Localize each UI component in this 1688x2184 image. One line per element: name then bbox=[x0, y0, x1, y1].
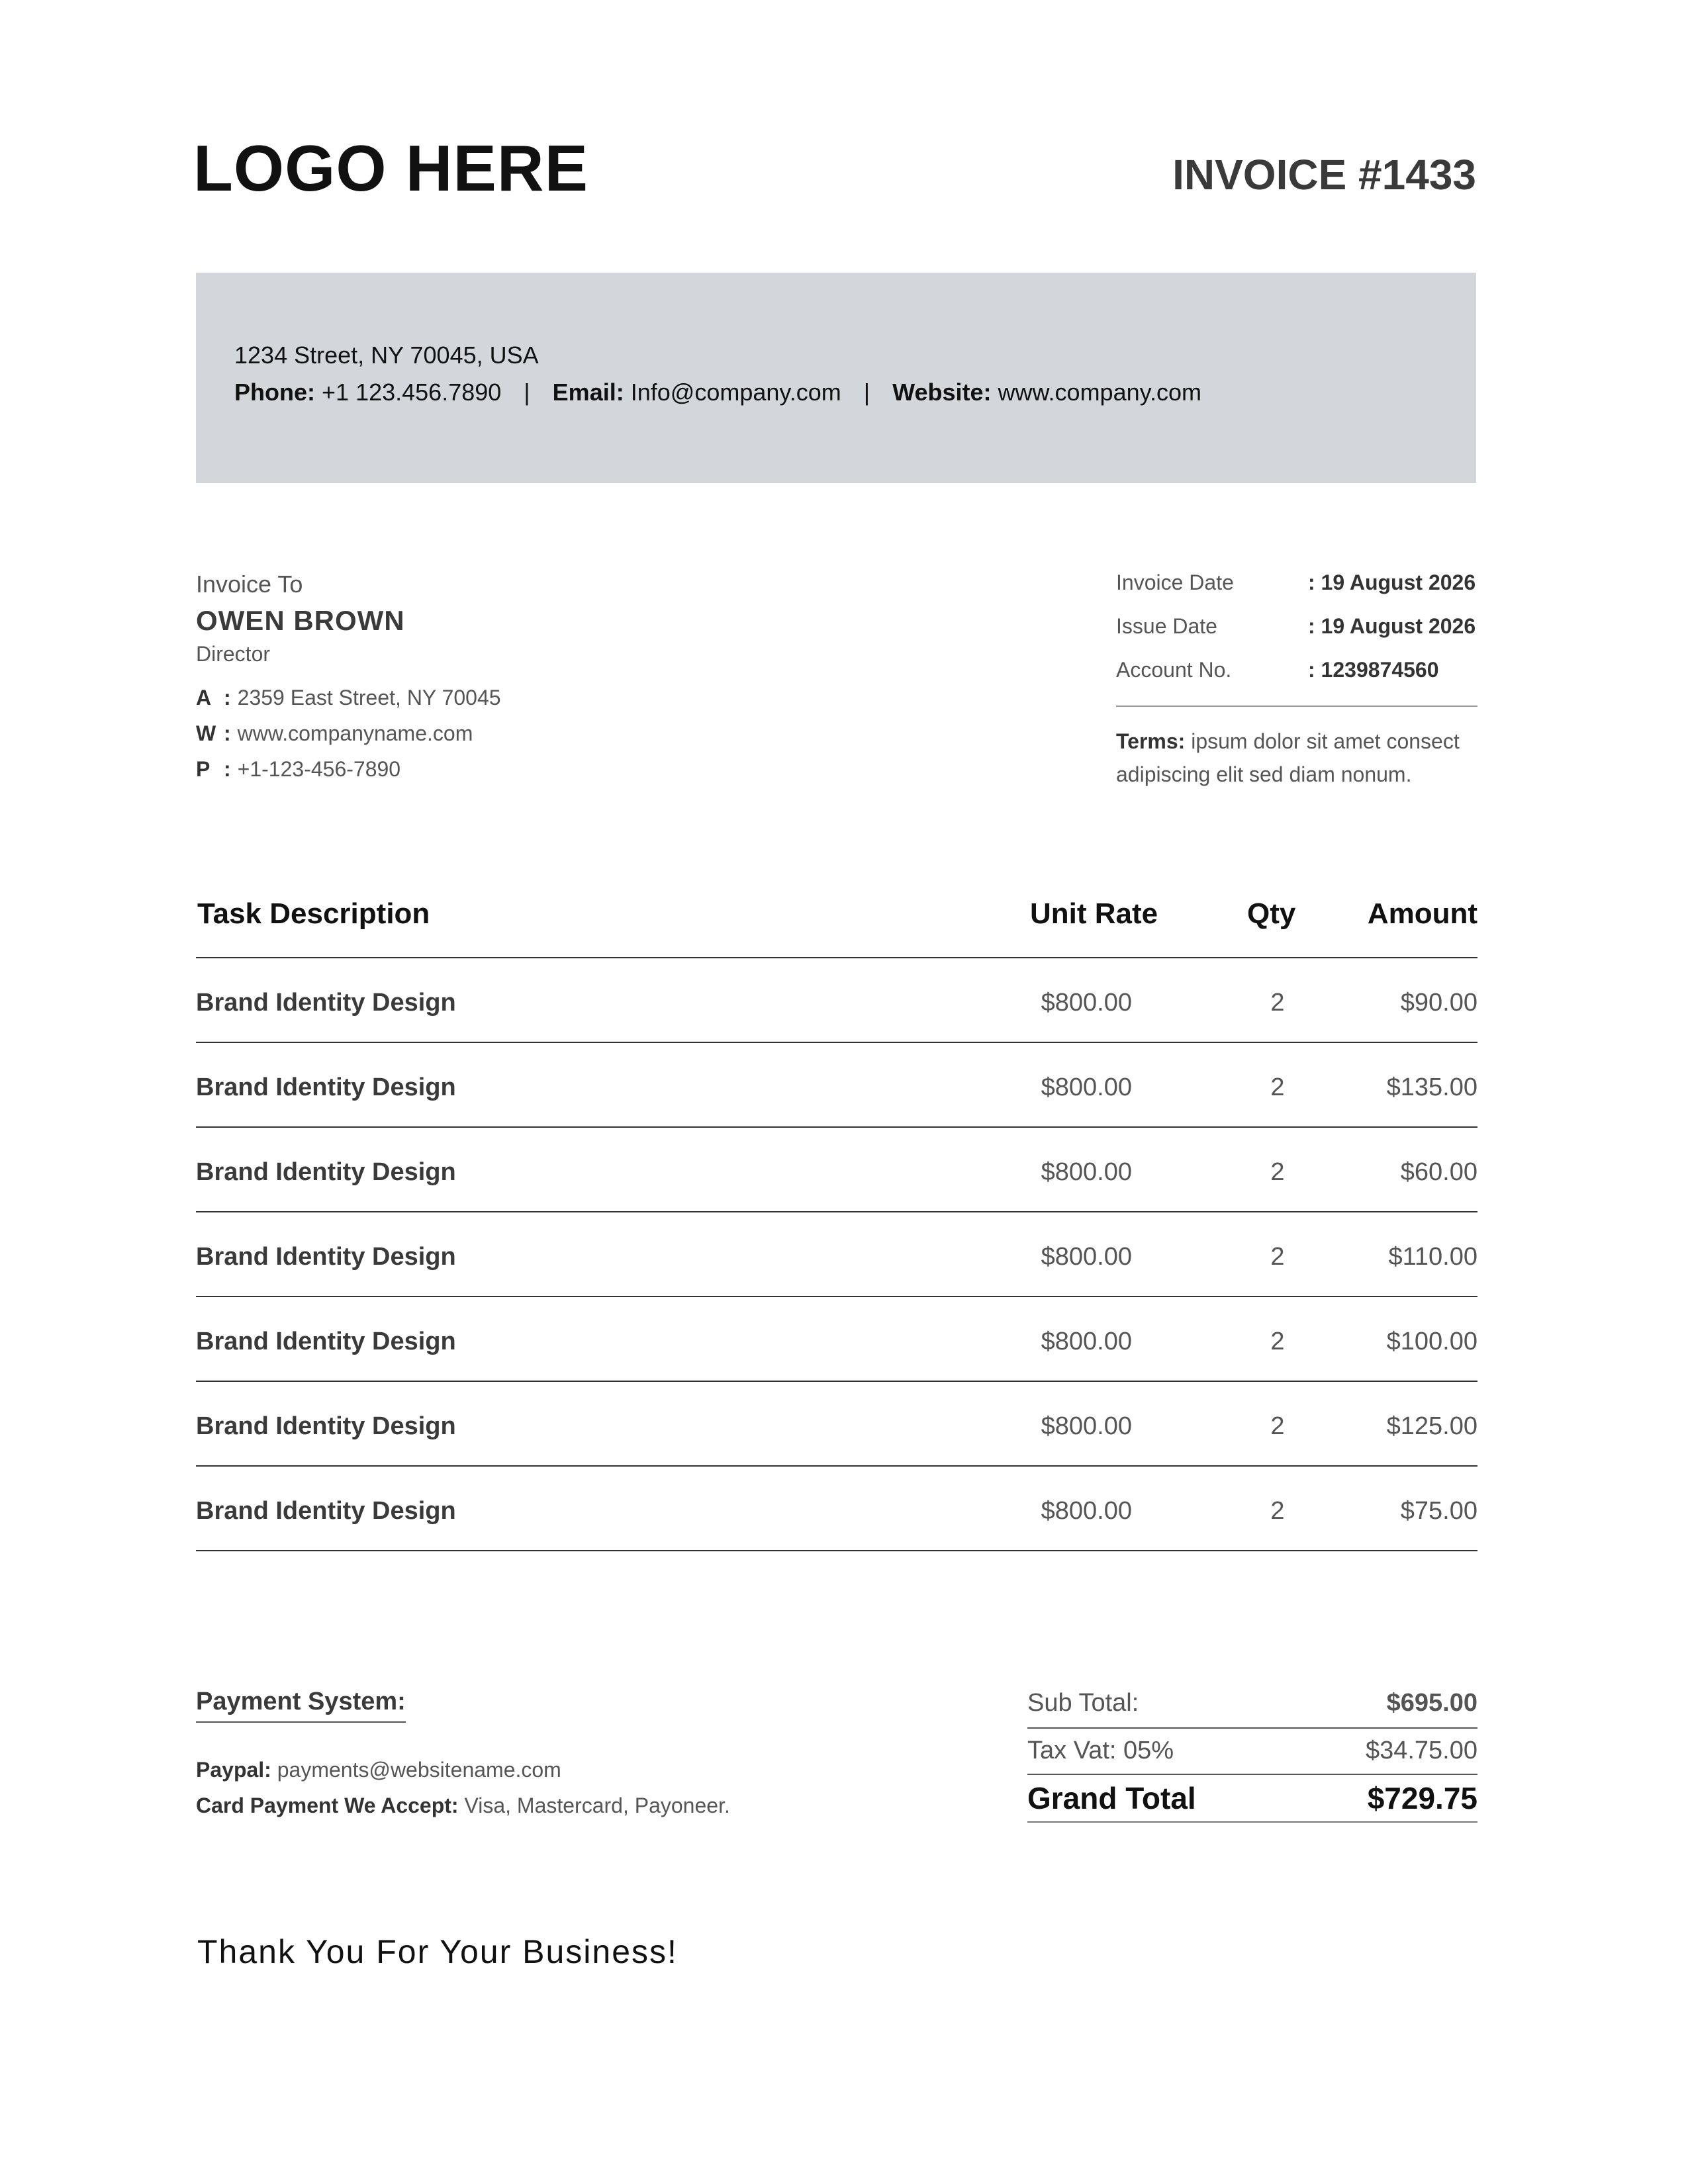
grand-total-rule bbox=[1027, 1821, 1477, 1823]
meta-label: Issue Date bbox=[1116, 614, 1217, 638]
company-address: 1234 Street, NY 70045, USA bbox=[234, 341, 539, 369]
meta-label: Invoice Date bbox=[1116, 570, 1234, 594]
company-contact-band bbox=[196, 273, 1476, 483]
company-phone: +1 123.456.7890 bbox=[322, 379, 502, 406]
row-amount: $75.00 bbox=[1400, 1497, 1477, 1525]
row-amount: $60.00 bbox=[1400, 1158, 1477, 1186]
meta-label: Account No. bbox=[1116, 658, 1232, 682]
paypal-email: payments@websitename.com bbox=[277, 1758, 561, 1782]
client-website: www.companyname.com bbox=[237, 721, 473, 745]
phone-label: Phone: bbox=[234, 379, 315, 406]
card-types: Visa, Mastercard, Payoneer. bbox=[464, 1794, 730, 1817]
row-unit-rate: $800.00 bbox=[1041, 1412, 1132, 1440]
row-description: Brand Identity Design bbox=[196, 1073, 456, 1101]
meta-value: : 19 August 2026 bbox=[1308, 570, 1476, 594]
row-qty: 2 bbox=[1270, 1412, 1285, 1440]
line-key: P bbox=[196, 757, 211, 781]
card-payment-line bbox=[196, 1794, 730, 1818]
table-row bbox=[196, 1128, 1477, 1212]
table-row bbox=[196, 1043, 1477, 1128]
row-qty: 2 bbox=[1270, 989, 1285, 1017]
row-rule bbox=[196, 1550, 1477, 1551]
grand-total-value: $729.75 bbox=[1367, 1781, 1477, 1815]
terms-label: Terms: bbox=[1116, 729, 1186, 753]
client-role: Director bbox=[196, 642, 271, 666]
paypal-label: Paypal: bbox=[196, 1758, 271, 1782]
separator: | bbox=[863, 379, 870, 406]
col-header-amount: Amount bbox=[1367, 897, 1477, 930]
row-unit-rate: $800.00 bbox=[1041, 1243, 1132, 1271]
table-row bbox=[196, 1467, 1477, 1551]
invoice-date-row bbox=[1116, 570, 1476, 595]
table-row bbox=[196, 958, 1477, 1043]
thank-you-message: Thank You For Your Business! bbox=[197, 1933, 678, 1970]
table-row bbox=[196, 1297, 1477, 1382]
row-amount: $110.00 bbox=[1388, 1243, 1477, 1271]
col-header-description: Task Description bbox=[197, 897, 430, 930]
row-unit-rate: $800.00 bbox=[1041, 1497, 1132, 1525]
row-amount: $90.00 bbox=[1400, 989, 1477, 1017]
row-qty: 2 bbox=[1270, 1158, 1285, 1186]
row-amount: $125.00 bbox=[1386, 1412, 1477, 1440]
line-colon: : bbox=[224, 757, 231, 781]
col-header-qty: Qty bbox=[1247, 897, 1296, 930]
tax-rule bbox=[1027, 1774, 1477, 1775]
row-qty: 2 bbox=[1270, 1497, 1285, 1525]
client-phone-line bbox=[196, 757, 400, 782]
subtotal-label: Sub Total: bbox=[1027, 1689, 1139, 1717]
invoice-to-label: Invoice To bbox=[196, 570, 303, 598]
separator: | bbox=[524, 379, 530, 406]
meta-value: : 19 August 2026 bbox=[1308, 614, 1476, 638]
row-description: Brand Identity Design bbox=[196, 989, 456, 1017]
table-row bbox=[196, 1212, 1477, 1297]
row-amount: $100.00 bbox=[1386, 1328, 1477, 1355]
row-unit-rate: $800.00 bbox=[1041, 1328, 1132, 1355]
company-email: Info@company.com bbox=[630, 379, 841, 406]
row-description: Brand Identity Design bbox=[196, 1243, 456, 1271]
col-header-unit-rate: Unit Rate bbox=[1030, 897, 1158, 930]
row-description: Brand Identity Design bbox=[196, 1328, 456, 1355]
invoice-title: INVOICE #1433 bbox=[1172, 151, 1476, 199]
email-label: Email: bbox=[552, 379, 624, 406]
client-address-line bbox=[196, 686, 501, 710]
subtotal-row bbox=[1027, 1689, 1477, 1722]
row-amount: $135.00 bbox=[1386, 1073, 1477, 1101]
row-description: Brand Identity Design bbox=[196, 1497, 456, 1525]
card-label: Card Payment We Accept: bbox=[196, 1794, 459, 1817]
client-phone: +1-123-456-7890 bbox=[237, 757, 401, 781]
line-colon: : bbox=[224, 721, 231, 745]
line-key: W bbox=[196, 721, 216, 745]
company-contact-line bbox=[234, 379, 1201, 406]
row-qty: 2 bbox=[1270, 1073, 1285, 1101]
tax-row bbox=[1027, 1737, 1477, 1770]
terms bbox=[1116, 725, 1487, 791]
row-qty: 2 bbox=[1270, 1243, 1285, 1271]
row-description: Brand Identity Design bbox=[196, 1412, 456, 1440]
company-website: www.company.com bbox=[998, 379, 1201, 406]
subtotal-value: $695.00 bbox=[1386, 1689, 1477, 1717]
grand-total-row bbox=[1027, 1780, 1477, 1817]
payment-system-title: Payment System: bbox=[196, 1688, 406, 1723]
client-name: OWEN BROWN bbox=[196, 605, 405, 636]
row-unit-rate: $800.00 bbox=[1041, 1158, 1132, 1186]
row-unit-rate: $800.00 bbox=[1041, 989, 1132, 1017]
terms-text: ipsum dolor sit amet consect adipiscing elit sed diam nonum. bbox=[1116, 729, 1460, 786]
row-qty: 2 bbox=[1270, 1328, 1285, 1355]
client-address: 2359 East Street, NY 70045 bbox=[237, 686, 501, 709]
account-no-row bbox=[1116, 658, 1439, 682]
subtotal-rule bbox=[1027, 1727, 1477, 1729]
row-description: Brand Identity Design bbox=[196, 1158, 456, 1186]
table-row bbox=[196, 1382, 1477, 1467]
logo: LOGO HERE bbox=[193, 132, 589, 205]
line-colon: : bbox=[224, 686, 231, 709]
meta-divider bbox=[1116, 705, 1477, 707]
tax-value: $34.75.00 bbox=[1365, 1737, 1477, 1764]
grand-total-label: Grand Total bbox=[1027, 1781, 1196, 1815]
tax-label: Tax Vat: 05% bbox=[1027, 1737, 1174, 1764]
line-key: A bbox=[196, 686, 212, 709]
meta-value: : 1239874560 bbox=[1308, 658, 1439, 682]
website-label: Website: bbox=[892, 379, 992, 406]
paypal-line bbox=[196, 1758, 561, 1782]
row-unit-rate: $800.00 bbox=[1041, 1073, 1132, 1101]
client-web-line bbox=[196, 721, 473, 746]
issue-date-row bbox=[1116, 614, 1476, 639]
